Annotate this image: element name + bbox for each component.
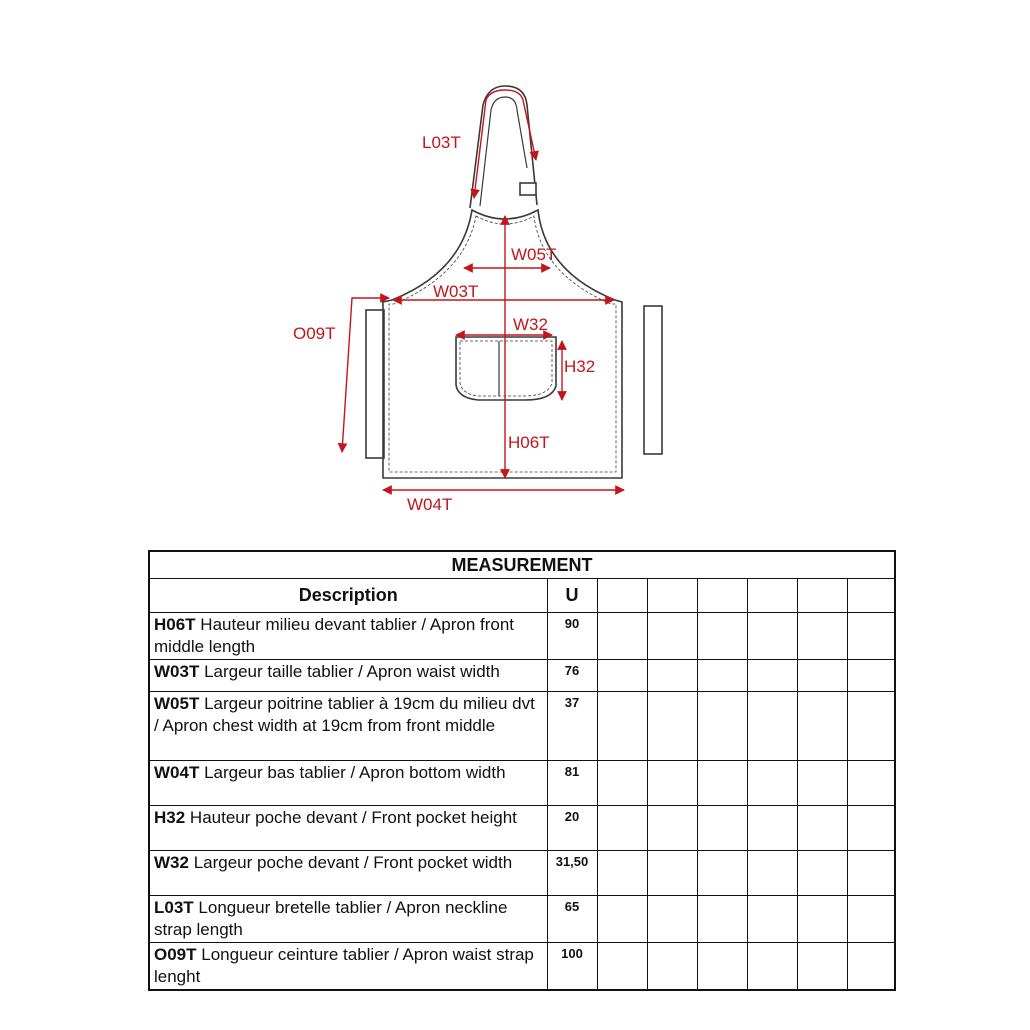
row-value: 20 (547, 806, 597, 851)
header-row (149, 579, 895, 613)
empty-cell (697, 761, 747, 806)
empty-cell (747, 806, 797, 851)
row-description (149, 806, 547, 851)
row-value: 65 (547, 896, 597, 943)
empty-cell (597, 851, 647, 896)
empty-cell (647, 613, 697, 660)
row-value: 76 (547, 660, 597, 692)
empty-cell (847, 761, 895, 806)
row-code: H06T (154, 615, 196, 634)
empty-cell (597, 761, 647, 806)
label-w03t: W03T (433, 282, 479, 301)
empty-cell (797, 660, 847, 692)
empty-cell (647, 943, 697, 991)
row-description (149, 896, 547, 943)
row-value: 81 (547, 761, 597, 806)
right-waist-strap (644, 306, 662, 454)
empty-cell (797, 613, 847, 660)
row-description (149, 692, 547, 761)
row-text: Largeur taille tablier / Apron waist width (199, 662, 500, 681)
description-header: Description (149, 579, 547, 613)
label-o09t: O09T (293, 324, 336, 343)
empty-cell (647, 660, 697, 692)
label-l03t: L03T (422, 133, 461, 152)
table-row (149, 943, 895, 991)
table-title: MEASUREMENT (149, 551, 895, 579)
empty-cell (597, 806, 647, 851)
empty-cell (797, 806, 847, 851)
row-value: 100 (547, 943, 597, 991)
table-row (149, 806, 895, 851)
empty-cell (847, 660, 895, 692)
empty-cell (647, 761, 697, 806)
empty-cell (697, 851, 747, 896)
label-w32: W32 (513, 315, 548, 334)
strap-buckle (520, 183, 536, 195)
row-code: W05T (154, 694, 200, 713)
row-text: Longueur ceinture tablier / Apron waist strap lenght (154, 945, 534, 986)
left-waist-strap (366, 310, 384, 458)
measurement-table (148, 550, 896, 991)
apron-body (383, 210, 622, 478)
size-header: U (547, 579, 597, 613)
row-text: Largeur poche devant / Front pocket width (188, 853, 513, 872)
empty-cell (747, 613, 797, 660)
row-value: 37 (547, 692, 597, 761)
table-row (149, 896, 895, 943)
empty-cell (647, 896, 697, 943)
row-text: Largeur poitrine tablier à 19cm du milieu dvt / Apron chest width at 19cm from front middle (154, 694, 535, 735)
empty-cell (747, 943, 797, 991)
row-text: Hauteur milieu devant tablier / Apron front middle length (154, 615, 515, 656)
row-description (149, 851, 547, 896)
table-row (149, 761, 895, 806)
row-code: W03T (154, 662, 200, 681)
empty-cell (697, 806, 747, 851)
empty-cell (597, 943, 647, 991)
empty-cell (697, 692, 747, 761)
empty-cell (597, 692, 647, 761)
row-code: W32 (154, 853, 189, 872)
empty-cell (847, 896, 895, 943)
label-h32: H32 (564, 357, 596, 376)
table-row (149, 851, 895, 896)
row-code: W04T (154, 763, 200, 782)
empty-cell (647, 692, 697, 761)
empty-cell (797, 761, 847, 806)
row-code: O09T (154, 945, 197, 964)
apron-outline (366, 86, 662, 478)
empty-cell (747, 851, 797, 896)
row-description (149, 613, 547, 660)
row-text: Largeur bas tablier / Apron bottom width (199, 763, 506, 782)
empty-cell (847, 692, 895, 761)
empty-cell (647, 806, 697, 851)
empty-cell (597, 613, 647, 660)
table-row (149, 660, 895, 692)
row-text: Longueur bretelle tablier / Apron neckline strap length (154, 898, 508, 939)
empty-cell (647, 851, 697, 896)
row-description (149, 660, 547, 692)
empty-cell (797, 943, 847, 991)
table-row (149, 613, 895, 660)
empty-cell (697, 613, 747, 660)
empty-cell (847, 851, 895, 896)
row-description (149, 761, 547, 806)
empty-cell (747, 896, 797, 943)
label-w04t: W04T (407, 495, 453, 514)
row-description (149, 943, 547, 991)
empty-cell (597, 896, 647, 943)
row-text: Hauteur poche devant / Front pocket height (185, 808, 517, 827)
empty-cell (597, 660, 647, 692)
empty-cell (697, 660, 747, 692)
row-value: 90 (547, 613, 597, 660)
empty-cell (847, 943, 895, 991)
empty-cell (797, 851, 847, 896)
row-value: 31,50 (547, 851, 597, 896)
empty-cell (747, 660, 797, 692)
empty-cell (697, 896, 747, 943)
empty-cell (747, 761, 797, 806)
empty-cell (797, 692, 847, 761)
empty-cell (847, 806, 895, 851)
empty-cell (847, 613, 895, 660)
row-code: L03T (154, 898, 194, 917)
empty-cell (797, 896, 847, 943)
empty-cell (697, 943, 747, 991)
row-code: H32 (154, 808, 186, 827)
label-w05t: W05T (511, 245, 557, 264)
table-row (149, 692, 895, 761)
empty-cell (747, 692, 797, 761)
front-pocket (456, 337, 556, 400)
label-h06t: H06T (508, 433, 550, 452)
